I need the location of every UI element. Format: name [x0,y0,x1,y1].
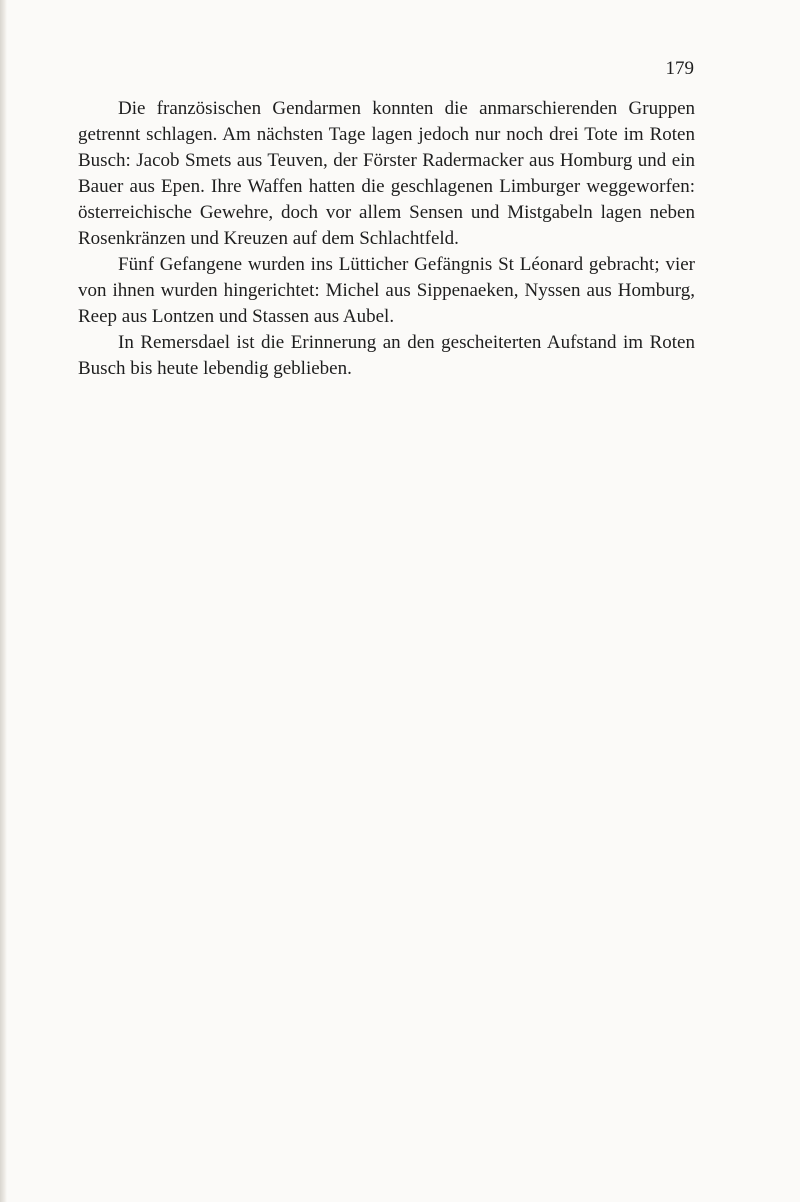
page-number: 179 [665,58,694,79]
paragraph-3: In Remersdael ist die Erinnerung an den gescheiterten Aufstand im Roten Busch bis heute lebendig geblieben. [78,332,695,379]
paragraph-1: Die französischen Gendarmen konnten die anmarschierenden Gruppen getrennt schlagen. Am nächsten Tage lagen jedoch nur noch drei Tote im Roten Busch: Jacob Smets aus Teuven, der Förster Radermacker aus Homburg und ein Bauer aus Epen. Ihre Waffen hatten die geschlagenen Limburger weggeworfen: österreichische Gewehre, doch vor allem Sensen und Mistgabeln lagen neben Rosenkränzen und Kreuzen auf dem Schlachtfeld. [78,98,695,249]
paragraph-2: Fünf Gefangene wurden ins Lütticher Gefängnis St Léonard gebracht; vier von ihnen wurden hingerichtet: Michel aus Sippenaeken, Nyssen aus Homburg, Reep aus Lontzen und Stassen aus Aubel. [78,254,695,327]
body-text [78,96,695,382]
page-edge-shadow [0,0,7,1202]
